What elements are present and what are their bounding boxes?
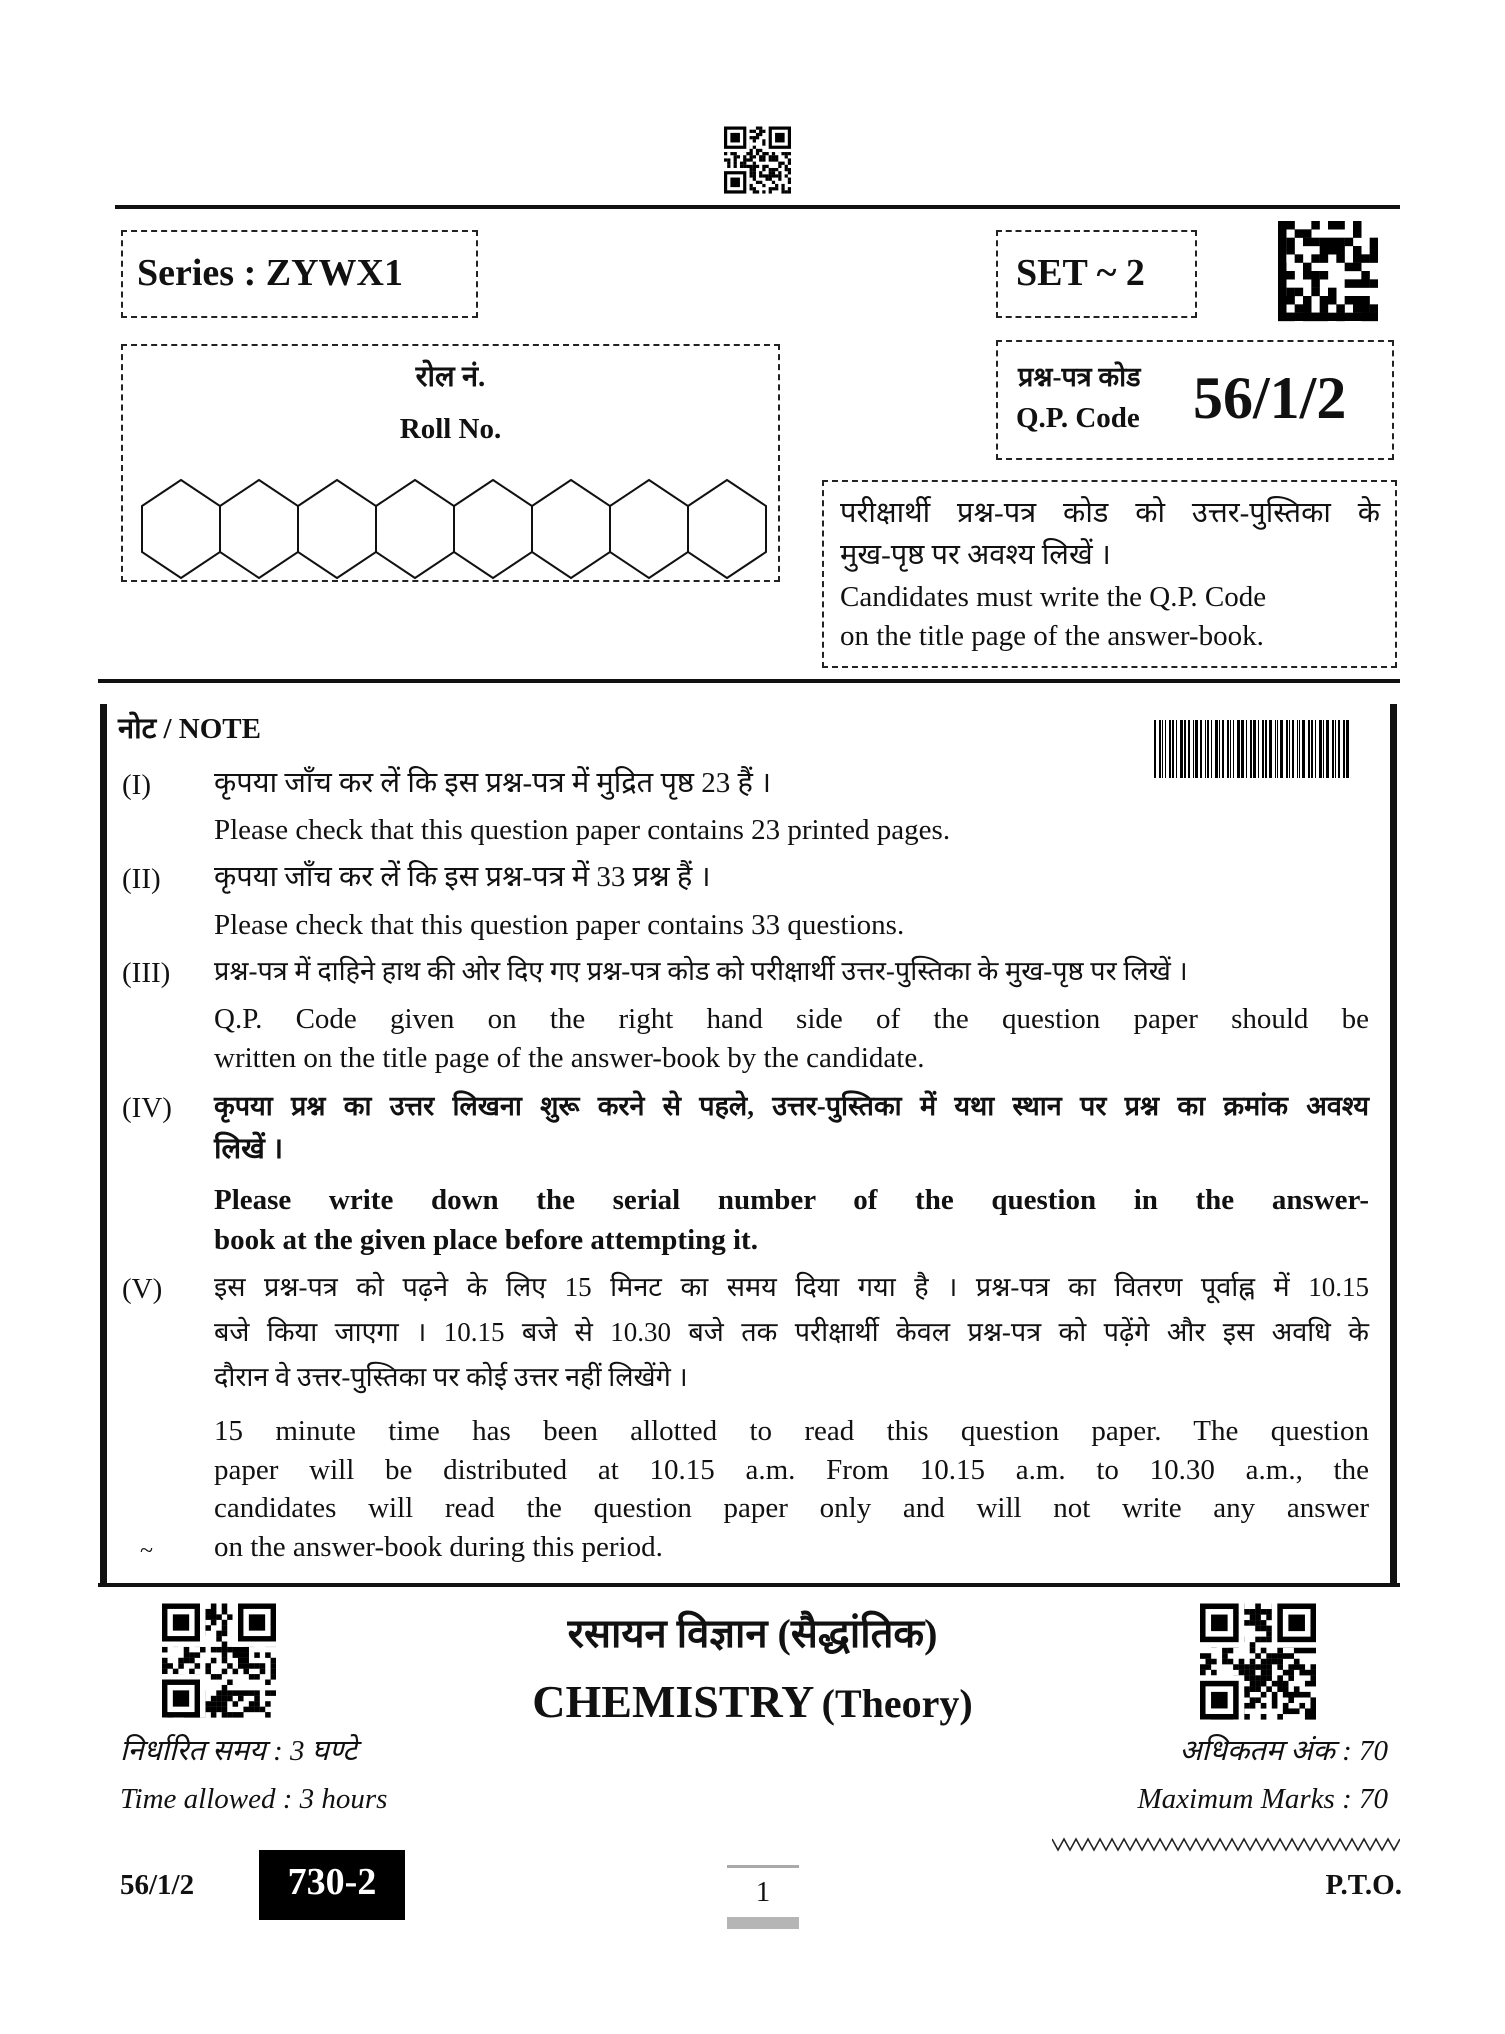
instruction-hindi-line: मुख-पृष्ठ पर अवश्य लिखें । [840,539,1111,571]
top-rule [115,205,1400,209]
pto-label: P.T.O. [1325,1869,1402,1901]
note-bottom-rule [98,1583,1400,1587]
roll-number-cell[interactable] [532,480,610,578]
note-item-english: book at the given place before attempting it. [214,1224,758,1256]
note-item-number: (II) [122,863,161,895]
note-item-english: Please check that this question paper contains 23 printed pages. [214,814,951,846]
note-item-hindi: कृपया जाँच कर लें कि इस प्रश्न-पत्र में मुद्रित पृष्ठ 23 हैं । [214,767,772,799]
note-item-english: Please write down the serial number of the question in the answer- [214,1184,1369,1216]
tilde-mark: ~ [140,1538,153,1564]
qr-code-left [162,1603,276,1718]
qr-code-top [724,126,791,194]
subject-name: CHEMISTRY [532,1676,815,1727]
note-item-hindi: इस प्रश्न-पत्र को पढ़ने के लिए 15 मिनट का समय दिया गया है । प्रश्न-पत्र का वितरण पूर्वाह्न में 10.15 [214,1272,1369,1302]
note-left-bar [100,704,107,1584]
roll-number-cell[interactable] [610,480,688,578]
note-item-number: (IV) [122,1092,172,1124]
set-label: SET ~ 2 [1016,252,1145,294]
note-item-english: candidates will read the question paper only and will not write any answer [214,1492,1369,1524]
roll-number-cell[interactable] [220,480,298,578]
instruction-english-line: on the title page of the answer-book. [840,620,1264,652]
series-badge-text: 730-2 [287,1861,377,1903]
roll-number-cell[interactable] [688,480,766,578]
note-item-english: paper will be distributed at 10.15 a.m. From 10.15 a.m. to 10.30 a.m., the [214,1454,1369,1486]
note-item-number: (III) [122,957,171,989]
roll-number-cell[interactable] [454,480,532,578]
note-item-hindi: प्रश्न-पत्र में दाहिने हाथ की ओर दिए गए प्रश्न-पत्र कोड को परीक्षार्थी उत्तर-पुस्तिका के मुख-पृष्ठ पर लिखें । [214,956,1188,986]
note-item-hindi: कृपया जाँच कर लें कि इस प्रश्न-पत्र में 33 प्रश्न हैं । [214,861,711,893]
note-item-hindi: लिखें । [214,1133,284,1165]
page-number-top-bar [727,1865,799,1868]
page-number: 1 [755,1876,771,1908]
subject-title-hindi: रसायन विज्ञान (सैद्धांतिक) [567,1611,938,1656]
series-label: Series : ZYWX1 [137,252,403,294]
time-allowed: Time allowed : 3 hours [120,1783,388,1815]
instruction-english-line: Candidates must write the Q.P. Code [840,581,1267,613]
page-number-bottom-bar [727,1917,799,1929]
roll-number-hindi: रोल नं. [415,361,486,393]
qr-code-right [1200,1603,1316,1720]
barcode [1154,720,1349,778]
note-right-bar [1390,704,1397,1584]
roll-number-cell[interactable] [376,480,454,578]
roll-number-label: Roll No. [399,413,502,445]
note-item-english: on the answer-book during this period. [214,1531,663,1563]
note-item-hindi: दौरान वे उत्तर-पुस्तिका पर कोई उत्तर नहीं लिखेंगे । [214,1362,688,1392]
datamatrix-code [1278,220,1378,322]
subject-type: (Theory) [821,1681,973,1726]
note-item-number: (I) [122,769,151,801]
qp-code-value: 56/1/2 [1193,365,1347,431]
maximum-marks-hindi: अधिकतम अंक : 70 [1179,1735,1388,1767]
note-item-english: Q.P. Code given on the right hand side of the question paper should be [214,1003,1369,1035]
note-item-english: Please check that this question paper contains 33 questions. [214,909,905,941]
instruction-hindi-line: परीक्षार्थी प्रश्न-पत्र कोड को उत्तर-पुस्तिका के [840,497,1380,529]
section-rule [98,679,1400,683]
note-title: नोट / NOTE [118,713,261,745]
footer-qp-code: 56/1/2 [120,1869,195,1901]
roll-number-cell[interactable] [298,480,376,578]
wavy-line-decoration [1052,1836,1400,1852]
note-item-number: (V) [122,1273,163,1305]
roll-number-entry-cells[interactable] [140,478,770,580]
note-item-hindi: बजे किया जाएगा । 10.15 बजे से 10.30 बजे तक परीक्षार्थी केवल प्रश्न-पत्र को पढ़ेंगे और इस अवधि के [214,1317,1369,1347]
qp-code-hindi: प्रश्न-पत्र कोड [1018,362,1141,392]
note-item-english: written on the title page of the answer-book by the candidate. [214,1042,925,1074]
note-item-english: 15 minute time has been allotted to read this question paper. The question [214,1415,1369,1447]
maximum-marks: Maximum Marks : 70 [1137,1783,1388,1815]
subject-title-english [400,1676,1105,1734]
qp-code-label: Q.P. Code [1016,402,1140,434]
time-allowed-hindi: निर्धारित समय : 3 घण्टे [120,1735,357,1767]
note-item-hindi: कृपया प्रश्न का उत्तर लिखना शुरू करने से पहले, उत्तर-पुस्तिका में यथा स्थान पर प्रश्न का क्रमांक अवश्य [214,1091,1369,1121]
roll-number-cell[interactable] [142,480,220,578]
